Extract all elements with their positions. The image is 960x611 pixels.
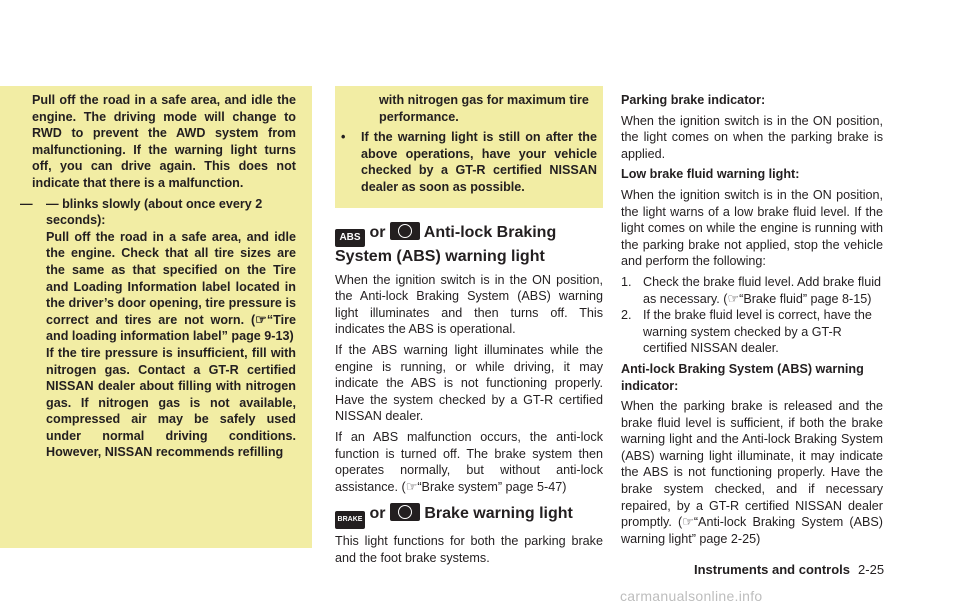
abs-circle-icon [390,222,420,240]
blink-slow-text: Pull off the road in a safe area, and idle the engine. Check that all tire sizes are the same as that specified on the Tire and Loading Information label located in the driver’s door opening, tire pressure is correct and tires are not worn. ( [46,229,296,327]
abs-indicator-text: When the parking brake is released and the brake fluid level is sufficient, if both the brake warning light and the Anti-lock Braking System (ABS) warning light illuminate, it may indicate the ABS is not functioning properly. Have the brake system checked, and if necessary repaired, by a GT-R certified NISSAN dealer promptly. ( [621,399,883,530]
blink-slow-item [20,196,296,462]
watermark: carmanualsonline.info [620,588,763,604]
abs-paragraph-2: If the ABS warning light illuminates while the engine is running, or while driving, it may indicate the ABS is not functioning properly. Have the system checked by a GT-R certified NISSAN dealer. [335,342,603,424]
parking-brake-paragraph: When the ignition switch is in the ON position, the light comes on when the parking brake is applied. [621,113,883,161]
page-number: 2-25 [858,562,885,577]
warning-note-continued [335,86,603,208]
middle-column [335,86,603,570]
tire-label-reference[interactable]: “Tire and loading information label” page 9-13) [46,312,296,344]
warning-note-box [0,86,312,548]
step-number: 2. [621,308,632,323]
page-footer [694,562,884,577]
abs-warning-reference[interactable]: “Anti-lock Braking System (ABS) warning light” page 2-25) [621,515,883,546]
step-2-text: If the brake fluid level is correct, have the warning system checked by a GT-R certified NISSAN dealer. [643,308,872,356]
reference-hand-icon: ☞ [405,478,418,494]
note-bullet-text: If the warning light is still on after the above operations, have your vehicle checked by a GT-R certified NISSAN dealer as soon as possible. [361,130,597,194]
low-fluid-paragraph: When the ignition switch is in the ON position, the light warns of a low brake fluid level. If the light comes on while the engine is running with the parking brake not applied, stop the vehicle and perform the following: [621,187,883,269]
note-continued-text: with nitrogen gas for maximum tire performance. [379,93,589,124]
brake-paragraph: This light functions for both the parking brake and the foot brake systems. [335,534,603,565]
brake-title: Brake warning light [424,505,573,523]
abs-indicator-paragraph [621,398,883,547]
step-2 [621,307,883,357]
or-label: or [369,223,386,241]
brake-circle-icon [390,503,420,521]
abs-indicator-heading: Anti-lock Braking System (ABS) warning indicator: [621,361,864,393]
right-column [621,92,883,551]
reference-hand-icon: ☞ [682,514,694,530]
blink-slow-heading: — blinks slowly (about once every 2 seconds): [46,196,263,228]
reference-hand-icon: ☞ [255,311,267,327]
note-paragraph-1: Pull off the road in a safe area, and idle the engine. The driving mode will change to RWD to prevent the AWD system from malfunctioning. If the warning light turns off, you can drive again. This does not indicate that there is a malfunction. [32,93,296,190]
reference-hand-icon: ☞ [727,290,740,306]
nitrogen-note: If the tire pressure is insufficient, fill with nitrogen gas. Contact a GT-R certified NISSAN dealer about filling with nitrogen gas. If nitrogen gas is not available, compressed air may be safely used under normal driving conditions. However, NISSAN recommends refilling [46,345,296,460]
abs-title-line-1: Anti-lock Braking [423,223,557,241]
step-number: 1. [621,274,632,289]
or-label: or [369,505,386,523]
dash-marker: — [20,196,33,211]
brake-section-title [335,503,603,529]
brake-warning-icon: BRAKE [335,511,365,529]
abs-paragraph-3-text: If an ABS malfunction occurs, the anti-lock function is turned off. The brake system then operates normally, but without anti-lock assistance. ( [335,429,603,494]
step-1-text: Check the brake fluid level. Add brake fluid as necessary. ( [643,274,882,306]
note-bullet [335,129,603,195]
section-name: Instruments and controls [694,562,851,577]
abs-title-line-2: System (ABS) warning light [335,247,545,265]
step-1 [621,274,883,307]
abs-paragraph-1: When the ignition switch is in the ON position, the Anti-lock Braking System (ABS) warning light illuminates and then turns off. This indicates the ABS is operational. [335,272,603,337]
brake-system-reference[interactable]: “Brake system” page 5-47) [417,479,567,494]
blink-slow-body [46,229,296,345]
abs-section-title [335,222,603,266]
bullet-marker: • [341,130,346,145]
abs-warning-icon: ABS [335,229,365,247]
low-fluid-heading: Low brake fluid warning light: [621,167,800,182]
brake-fluid-reference[interactable]: “Brake fluid” page 8-15) [739,291,872,306]
parking-brake-heading: Parking brake indicator: [621,93,766,107]
abs-paragraph-3 [335,429,603,495]
